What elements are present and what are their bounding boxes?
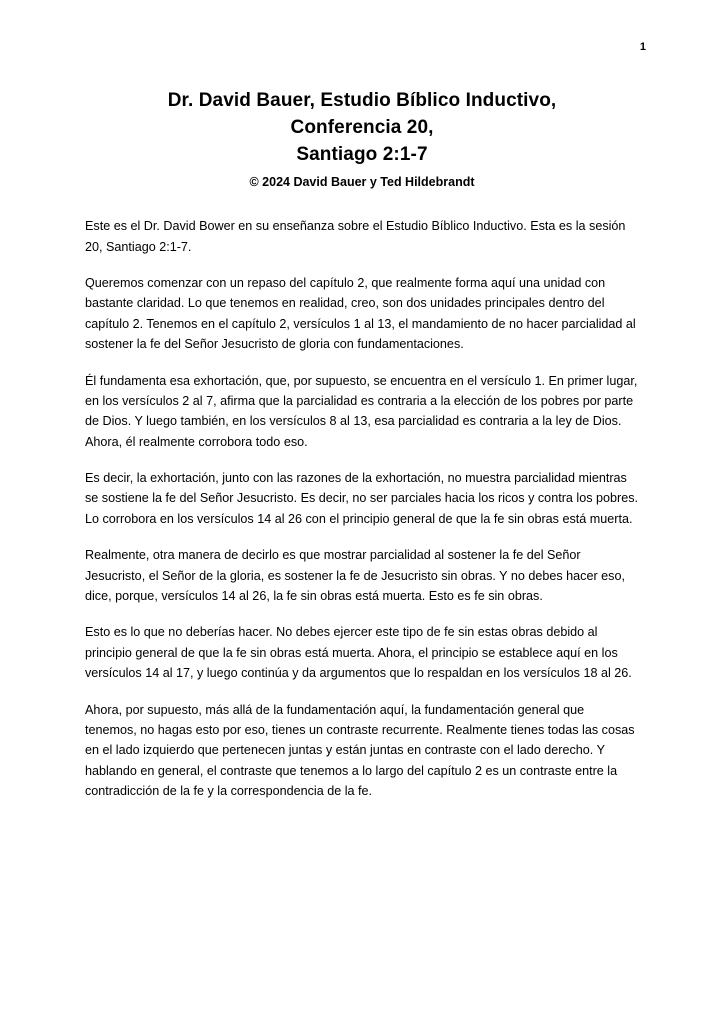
paragraph: Ahora, por supuesto, más allá de la fundamentación aquí, la fundamentación general que tenemos, no hagas esto por eso, tienes un contraste recurrente. Realmente tienes todas las cosas en el lado izquierdo que pertenecen juntas y están juntas en contraste con el lado derecho. Y hablando en general, el contraste que tenemos a lo largo del capítulo 2 es un contraste entre la contradicción de la fe y la correspondencia de la fe. — [85, 702, 635, 799]
title-line-3: Santiago 2:1-7 — [296, 143, 428, 165]
paragraph: Queremos comenzar con un repaso del capítulo 2, que realmente forma aquí una unidad con bastante claridad. Lo que tenemos en realidad, creo, son dos unidades principales dentro del capítulo 2. Tenemos en el capítulo 2, versículos 1 al 13, el mandamiento de no hacer parcialidad al sostener la fe del Señor Jesucristo de gloria con fundamentaciones. — [85, 275, 636, 352]
document-content — [85, 88, 639, 802]
page-number: 1 — [639, 41, 646, 53]
page-title — [85, 88, 639, 169]
title-line-1: Dr. David Bauer, Estudio Bíblico Inductivo, — [167, 90, 557, 111]
paragraph: Esto es lo que no deberías hacer. No debes ejercer este tipo de fe sin estas obras debido al principio general de que la fe sin obras está muerta. Ahora, el principio se establece aquí en los versículos 14 al 17, y luego continúa y da argumentos que lo respaldan en los versículos 18 al 26. — [85, 625, 632, 681]
copyright-notice: © 2024 David Bauer y Ted Hildebrandt — [249, 174, 475, 189]
paragraph: Él fundamenta esa exhortación, que, por supuesto, se encuentra en el versículo 1. En primer lugar, en los versículos 2 al 7, afirma que la parcialidad es contraria a la elección de los pobres por parte de Dios. Y luego también, en los versículos 8 al 13, esa parcialidad es contraria a la ley de Dios. Ahora, él realmente corrobora todo eso. — [85, 373, 638, 449]
document-body — [85, 216, 639, 801]
paragraph: Es decir, la exhortación, junto con las razones de la exhortación, no muestra parcialidad mientras se sostiene la fe del Señor Jesucristo. Es decir, no ser parciales hacia los ricos y contra los pobres. Lo corrobora en los versículos 14 al 26 con el principio general de que la fe sin obras está muerta. — [85, 471, 638, 526]
paragraph: Realmente, otra manera de decirlo es que mostrar parcialidad al sostener la fe del Señor Jesucristo, el Señor de la gloria, es sostener la fe de Jesucristo sin obras. Y no debes hacer eso, dice, porque, versículos 14 al 26, la fe sin obras está muerta. Esto es fe sin obras. — [85, 548, 625, 604]
paragraph: Este es el Dr. David Bower en su enseñanza sobre el Estudio Bíblico Inductivo. Esta es la sesión 20, Santiago 2:1-7. — [85, 219, 626, 254]
title-line-2: Conferencia 20, — [290, 116, 434, 138]
